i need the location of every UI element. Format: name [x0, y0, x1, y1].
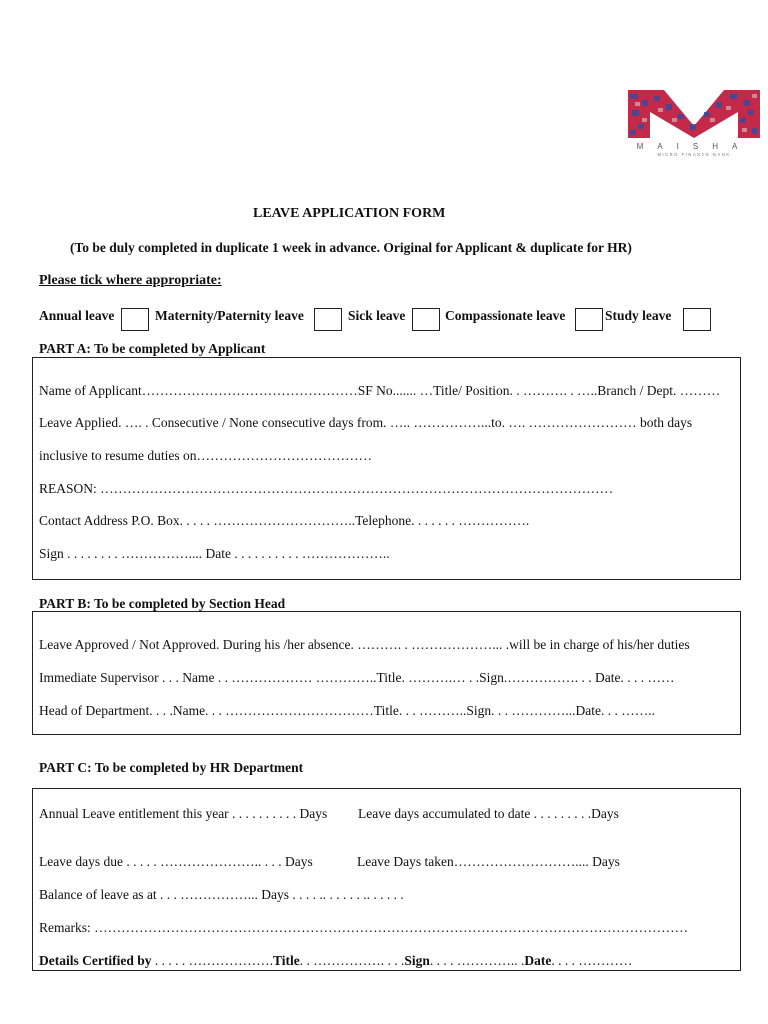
study-leave-checkbox[interactable] [683, 308, 711, 331]
applicant-name-line[interactable]: Name of Applicant…………………………………………SF No....... …Title/ Position. . ………. . …..Branch / Dept. ……… [39, 383, 721, 398]
head-of-department-line[interactable]: Head of Department. . . .Name. . . ……………………………Title. . . ………..Sign. . . …………...Date. . . …….. [39, 703, 655, 718]
maisha-logo [626, 88, 762, 158]
remarks-field[interactable]: Remarks: …………………………………………………………………………………………………………………… [39, 920, 689, 935]
certify-sign-blank[interactable]: . . . . ………….. . [429, 953, 525, 968]
leave-days-due-field[interactable]: Leave days due . . . . . ………………….. . . . Days [39, 854, 313, 869]
sick-leave-checkbox[interactable] [412, 308, 440, 331]
leave-applied-line[interactable]: Leave Applied. …. . Consecutive / None consecutive days from. ….. ……………...to. …. …………………… both days [39, 415, 693, 430]
leave-type-compassionate-label: Compassionate leave [445, 308, 566, 323]
contact-address-line[interactable]: Contact Address P.O. Box. . . . . …………………………..Telephone. . . . . . . ……………. [39, 513, 530, 528]
certify-sign-label: Sign [404, 953, 430, 968]
form-title: LEAVE APPLICATION FORM [253, 206, 446, 221]
maternity-leave-checkbox[interactable] [314, 308, 342, 331]
logo-wordmark: MAISHA [636, 142, 752, 151]
part-a-heading: PART A: To be completed by Applicant [39, 341, 266, 356]
resume-duties-line[interactable]: inclusive to resume duties on………………………………… [39, 448, 372, 463]
tick-instruction: Please tick where appropriate: [39, 273, 222, 288]
applicant-sign-date-line[interactable]: Sign . . . . . . . . …………….... Date . . . . . . . . . . ……………….. [39, 546, 390, 561]
certify-title-blank[interactable]: . . ……………. . . . [299, 953, 405, 968]
annual-leave-checkbox[interactable] [121, 308, 149, 331]
leave-type-annual-label: Annual leave [39, 308, 115, 323]
logo-tagline: MICRO FINANCE BANK [657, 152, 731, 157]
part-b-heading: PART B: To be completed by Section Head [39, 596, 286, 611]
leave-days-taken-field[interactable]: Leave Days taken……………………….... Days [357, 854, 620, 869]
immediate-supervisor-line[interactable]: Immediate Supervisor . . . Name . . ……………… …………..Title. ……….… . .Sign.……………. . . Date. . . . …… [39, 670, 675, 685]
details-certified-blank[interactable]: . . . . . ………………. [151, 953, 273, 968]
balance-of-leave-field[interactable]: Balance of leave as at . . . ……………... Days . . . . .. . . . . . .. . . . . . [39, 887, 404, 902]
certify-date-blank[interactable]: . . . . ………… [551, 953, 633, 968]
leave-approval-line[interactable]: Leave Approved / Not Approved. During his /her absence. ………. . ………………... .will be in charge of his/her duties [39, 637, 690, 652]
logo-m-mark [628, 90, 760, 138]
form-subtitle: (To be duly completed in duplicate 1 week in advance. Original for Applicant & duplicate for HR) [70, 240, 632, 255]
annual-entitlement-field[interactable]: Annual Leave entitlement this year . . . . . . . . . . Days [39, 806, 328, 821]
certify-date-label: Date [524, 953, 552, 968]
leave-type-study-label: Study leave [605, 308, 672, 323]
compassionate-leave-checkbox[interactable] [575, 308, 603, 331]
days-accumulated-field[interactable]: Leave days accumulated to date . . . . . . . . .Days [358, 806, 619, 821]
leave-type-maternity-label: Maternity/Paternity leave [155, 308, 304, 323]
part-c-heading: PART C: To be completed by HR Department [39, 760, 304, 775]
certification-line[interactable] [39, 953, 632, 969]
reason-line[interactable]: REASON: …………………………………………………………………………………………………… [39, 481, 614, 496]
leave-type-sick-label: Sick leave [348, 308, 406, 323]
details-certified-label: Details Certified by [39, 953, 152, 968]
certify-title-label: Title [272, 953, 300, 968]
